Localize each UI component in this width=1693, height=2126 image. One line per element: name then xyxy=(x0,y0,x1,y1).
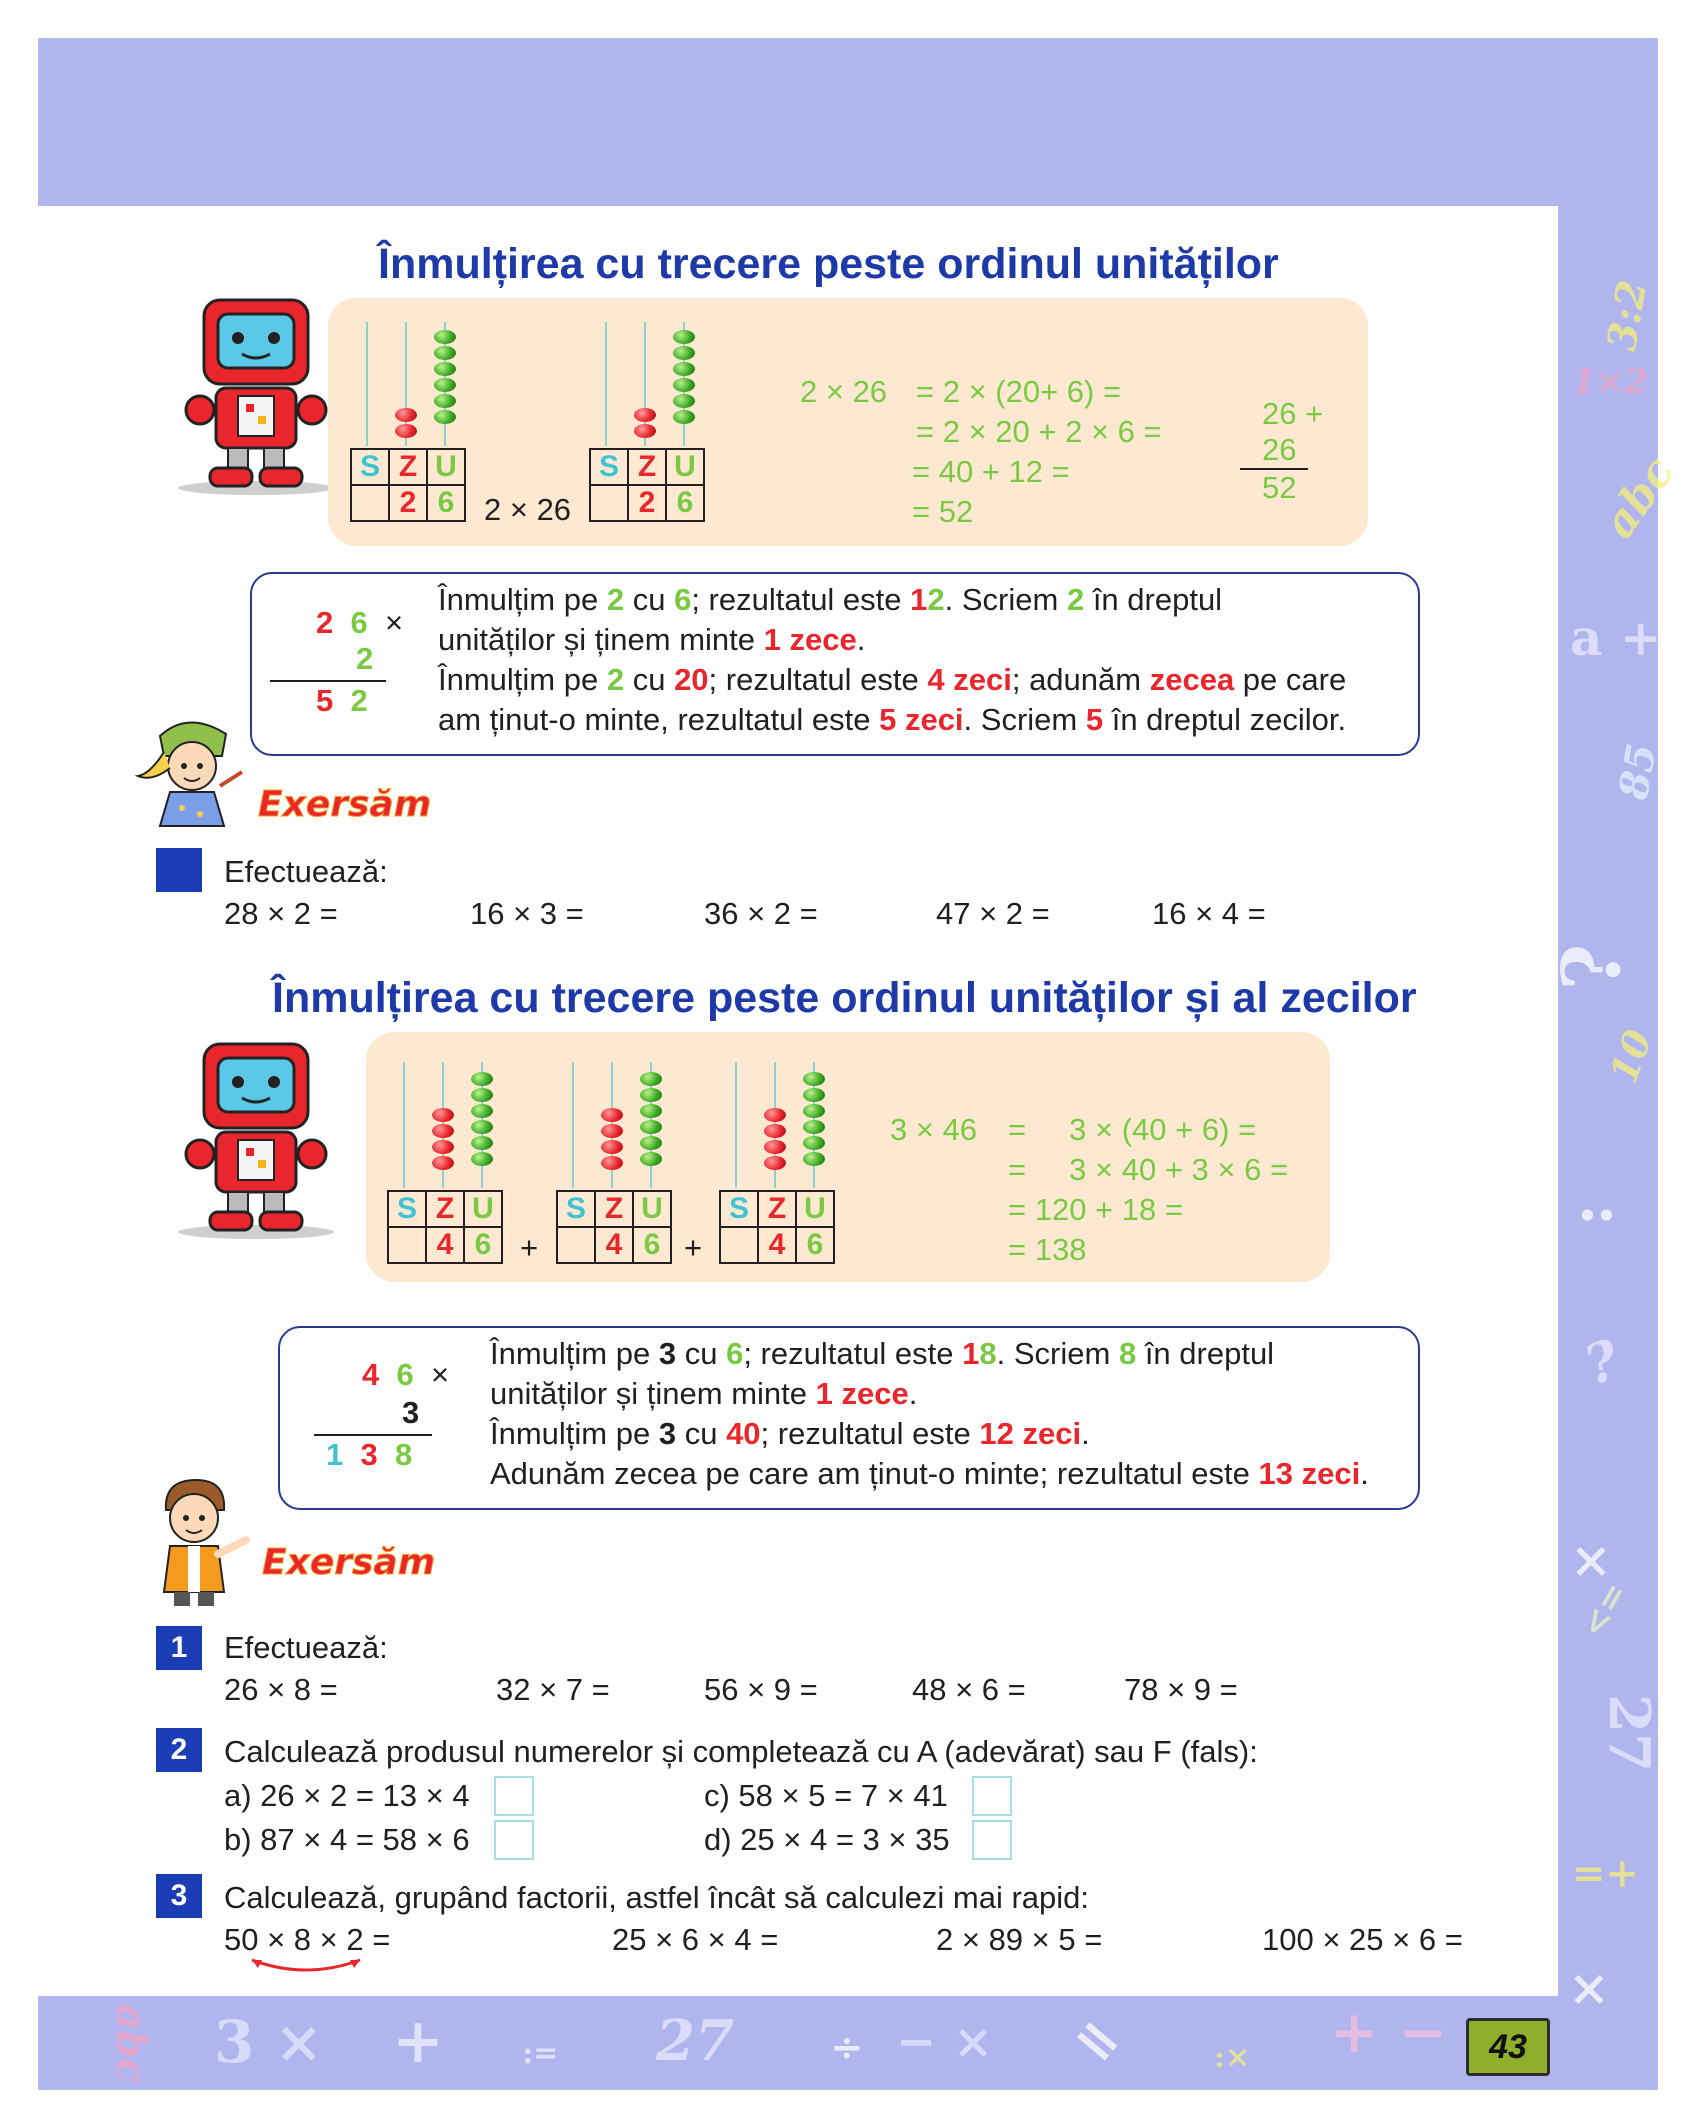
top-band xyxy=(38,38,1658,206)
equation-line: = 3 × 40 + 3 × 6 = xyxy=(1008,1152,1289,1187)
exercise-item: 32 × 7 = xyxy=(496,1672,610,1707)
equation-line: = 52 xyxy=(912,494,974,529)
column-add-result: 52 xyxy=(1262,470,1297,505)
decor-symbol: a + xyxy=(1570,608,1662,667)
exercise-item: 2 × 89 × 5 = xyxy=(936,1922,1103,1957)
exercise-heading: Exersăm xyxy=(262,1542,436,1583)
place-value-table: S Z U 4 6 xyxy=(556,1190,672,1264)
exercise-number-3: 3 xyxy=(156,1874,202,1918)
equation-line: = 3 × (40 + 6) = xyxy=(1008,1112,1257,1147)
decor-symbol: ? xyxy=(1544,943,1639,991)
explanation-line: unităților și ținem minte 1 zece. xyxy=(490,1376,918,1411)
place-value-table: S Z U 4 6 xyxy=(719,1190,835,1264)
equation-line: = 2 × (20+ 6) = xyxy=(916,374,1122,409)
explanation-line: Înmulțim pe 2 cu 20; rezultatul este 4 zeci; adunăm zecea pe care xyxy=(438,662,1347,697)
decor-symbol: × xyxy=(1568,1958,1610,2017)
exercise-item: 16 × 4 = xyxy=(1152,896,1266,931)
exercise-label: Calculează, grupând factorii, astfel încât să calculezi mai rapid: xyxy=(224,1880,1089,1915)
exercise-item: 100 × 25 × 6 = xyxy=(1262,1922,1463,1957)
exercise-marker xyxy=(156,848,202,892)
girl-mascot-icon xyxy=(130,716,246,842)
explanation-line: Înmulțim pe 3 cu 40; rezultatul este 12 zeci. xyxy=(490,1416,1090,1451)
page-number: 43 xyxy=(1466,2018,1550,2076)
exercise-item: b) 87 × 4 = 58 × 6 xyxy=(224,1822,470,1857)
place-value-table: S Z U 4 6 xyxy=(387,1190,503,1264)
decor-symbol: 1×2 xyxy=(1572,362,1648,402)
decor-symbol: + xyxy=(392,2004,444,2077)
exercise-item: 16 × 3 = xyxy=(470,896,584,931)
exercise-item: c) 58 × 5 = 7 × 41 xyxy=(704,1778,948,1813)
decor-symbol: × xyxy=(1570,1530,1612,1589)
exercise-item: d) 25 × 4 = 3 × 35 xyxy=(704,1822,950,1857)
robot-mascot-icon xyxy=(176,1036,336,1242)
explanation-line: Adunăm zecea pe care am ținut-o minte; rezultatul este 13 zeci. xyxy=(490,1456,1369,1491)
decor-symbol: 85 xyxy=(1609,740,1666,803)
exercise-label: Efectuează: xyxy=(224,854,388,889)
decor-symbol: 10 xyxy=(1600,1023,1661,1090)
decor-symbol: + − xyxy=(1330,1998,1448,2066)
exercise-item: 36 × 2 = xyxy=(704,896,818,931)
answer-box[interactable] xyxy=(494,1776,534,1816)
decor-symbol: 3 × xyxy=(214,2008,324,2076)
answer-box[interactable] xyxy=(494,1820,534,1860)
place-value-table: S Z U 2 6 xyxy=(589,448,705,522)
decor-symbol: ÷ xyxy=(830,2024,864,2071)
answer-box[interactable] xyxy=(972,1776,1012,1816)
exercise-item: 50 × 8 × 2 = xyxy=(224,1922,391,1957)
decor-symbol: = xyxy=(1057,1998,1139,2082)
section2-title: Înmulțirea cu trecere peste ordinul unităților și al zecilor xyxy=(272,974,1417,1022)
exercise-heading: Exersăm xyxy=(258,784,432,825)
exercise-item: 47 × 2 = xyxy=(936,896,1050,931)
decor-symbol: := xyxy=(522,2036,559,2071)
abacus-caption: 2 × 26 xyxy=(484,492,572,527)
explanation-line: unităților și ținem minte 1 zece. xyxy=(438,622,866,657)
exercise-item: 25 × 6 × 4 = xyxy=(612,1922,779,1957)
decor-symbol: ? xyxy=(1576,1326,1628,1398)
decor-symbol: abc xyxy=(1593,447,1685,548)
explanation-line: Înmulțim pe 3 cu 6; rezultatul este 18. Scriem 8 în dreptul xyxy=(490,1336,1275,1371)
exercise-item: 48 × 6 = xyxy=(912,1672,1026,1707)
decor-symbol: =+ xyxy=(1572,1850,1640,1897)
exercise-label: Calculează produsul numerelor și completează cu A (adevărat) sau F (fals): xyxy=(224,1734,1258,1769)
robot-mascot-icon xyxy=(176,292,336,498)
decor-symbol: 3:2 xyxy=(1597,276,1657,355)
column-add-a: 26 + xyxy=(1262,396,1324,431)
equation-lhs: 3 × 46 xyxy=(890,1112,978,1147)
place-value-table: S Z U 2 6 xyxy=(350,448,466,522)
decor-symbol: :× xyxy=(1214,2040,1251,2075)
exercise-item: 26 × 8 = xyxy=(224,1672,338,1707)
plus-sign: + xyxy=(684,1230,703,1265)
decor-symbol: : xyxy=(1556,1203,1627,1227)
decor-symbol: 27 xyxy=(656,2008,734,2074)
explanation-line: Înmulțim pe 2 cu 6; rezultatul este 12. Scriem 2 în dreptul xyxy=(438,582,1223,617)
exercise-item: 56 × 9 = xyxy=(704,1672,818,1707)
column-add-b: 26 xyxy=(1262,432,1297,467)
answer-box[interactable] xyxy=(972,1820,1012,1860)
exercise-item: 28 × 2 = xyxy=(224,896,338,931)
decor-symbol: 27 xyxy=(1595,1694,1662,1772)
exercise-number-2: 2 xyxy=(156,1728,202,1772)
section1-title: Înmulțirea cu trecere peste ordinul unităților xyxy=(378,240,1279,288)
decor-symbol: − × xyxy=(896,2014,994,2070)
plus-sign: + xyxy=(520,1230,539,1265)
exercise-label: Efectuează: xyxy=(224,1630,388,1665)
equation-line: = 120 + 18 = xyxy=(1008,1192,1183,1227)
decor-symbol: <= xyxy=(1572,1575,1637,1645)
equation-line: = 138 xyxy=(1008,1232,1087,1267)
equation-line: = 40 + 12 = xyxy=(912,454,1070,489)
exercise-item: a) 26 × 2 = 13 × 4 xyxy=(224,1778,470,1813)
boy-mascot-icon xyxy=(134,1474,254,1608)
explanation-line: am ținut-o minte, rezultatul este 5 zeci. Scriem 5 în dreptul zecilor. xyxy=(438,702,1347,737)
equation-lhs: 2 × 26 xyxy=(800,374,888,409)
grouping-arrow-icon xyxy=(246,1954,366,1978)
equation-line: = 2 × 20 + 2 × 6 = xyxy=(916,414,1162,449)
decor-symbol: abc xyxy=(107,2004,155,2083)
exercise-number-1: 1 xyxy=(156,1626,202,1670)
exercise-item: 78 × 9 = xyxy=(1124,1672,1238,1707)
